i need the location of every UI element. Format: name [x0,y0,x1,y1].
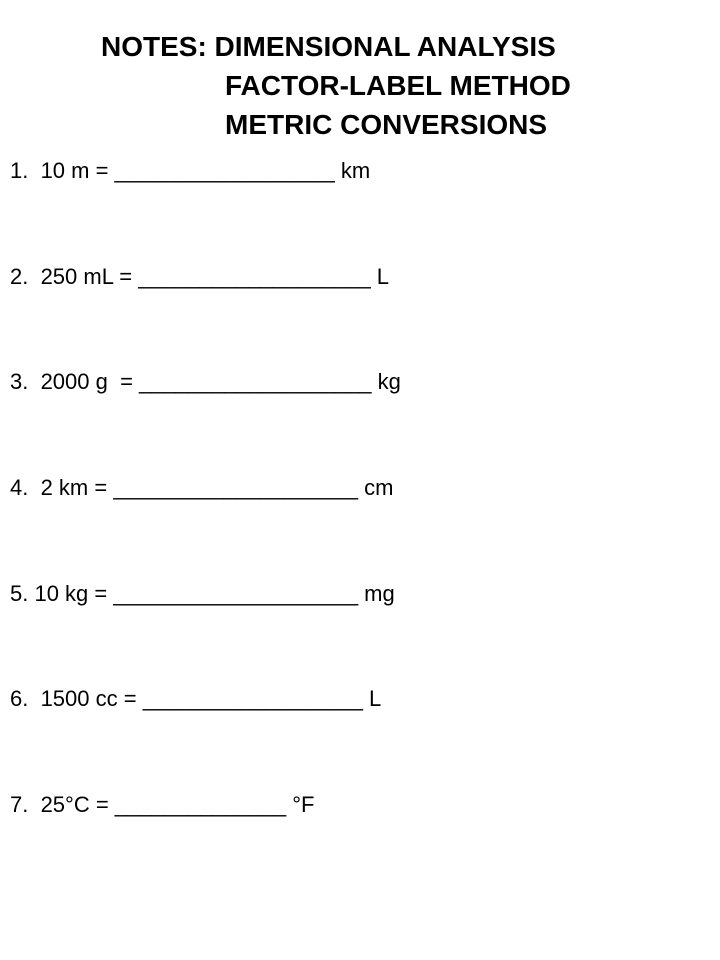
problem-5: 5. 10 kg = ____________________ mg [10,581,395,606]
title-line-3: METRIC CONVERSIONS [225,109,548,140]
title-line-2: FACTOR-LABEL METHOD [225,70,571,101]
problem-3: 3. 2000 g = ___________________ kg [10,369,401,394]
title-line-1: NOTES: DIMENSIONAL ANALYSIS [101,31,556,62]
problem-6: 6. 1500 cc = __________________ L [10,686,382,711]
problem-7: 7. 25°C = ______________ °F [10,792,315,817]
problem-4: 4. 2 km = ____________________ cm [10,475,394,500]
problem-2: 2. 250 mL = ___________________ L [10,264,390,289]
problem-1: 1. 10 m = __________________ km [10,158,371,183]
